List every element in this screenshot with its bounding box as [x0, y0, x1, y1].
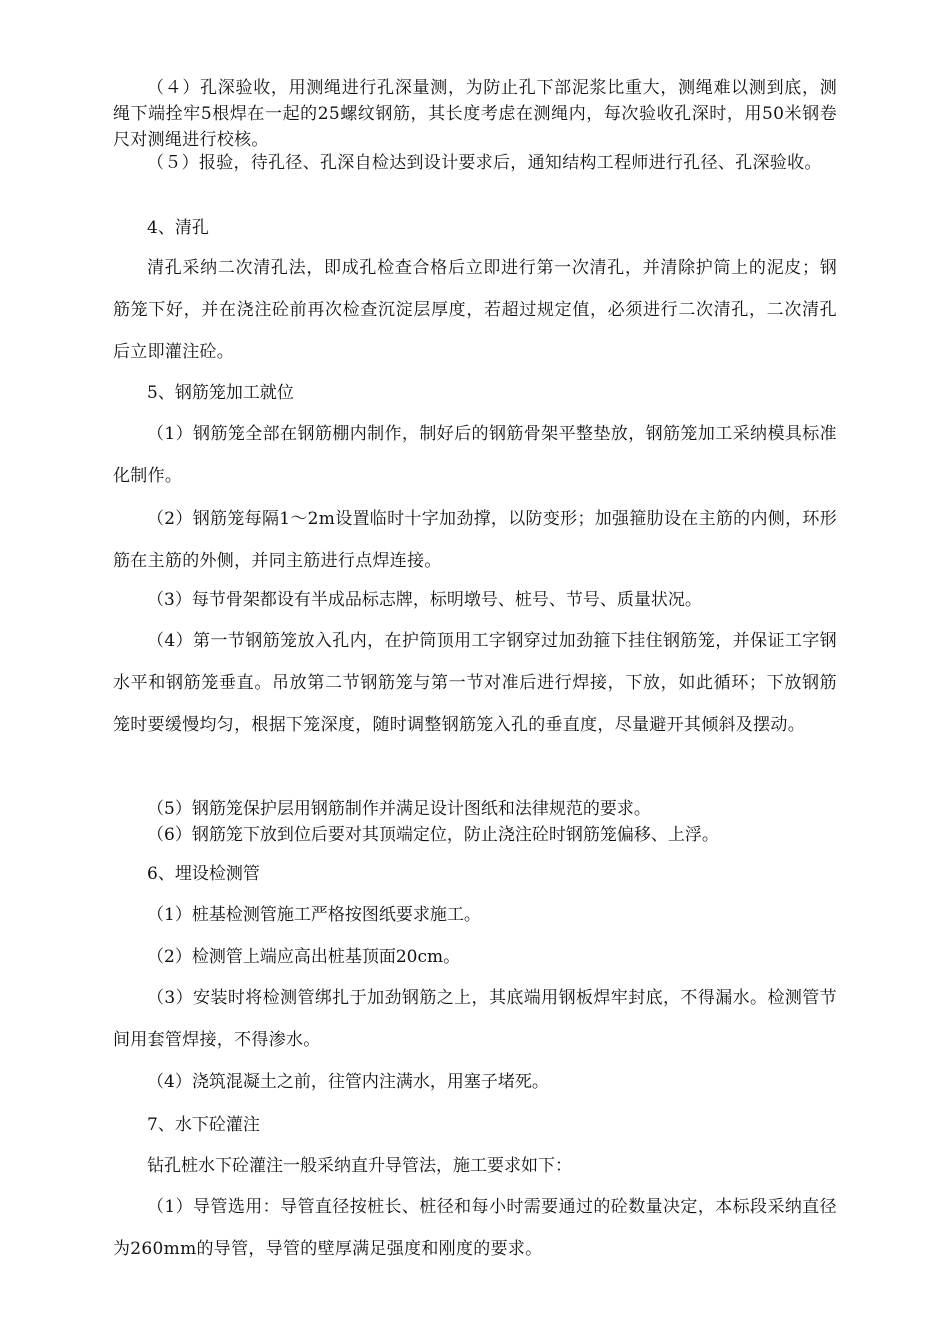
paragraph-underwater-concrete-intro: 钻孔桩水下砼灌注一般采纳直升导管法，施工要求如下：	[147, 1156, 572, 1176]
section-heading-test-pipe: 6、埋设检测管	[147, 864, 260, 884]
paragraph-rebar-cage-4: （4）第一节钢筋笼放入孔内，在护筒顶用工字钢穿过加劲箍下挂住钢筋笼，并保证工字钢水平和钢筋笼垂直。吊放第二节钢筋笼与第一节对准后进行焊接，下放，如此循环；下放钢筋笼时要缓慢均匀，根据下笼深度，随时调整钢筋笼入孔的垂直度，尽量避开其倾斜及摆动。	[113, 631, 837, 735]
paragraph-inspection-report: （５）报验，待孔径、孔深自检达到设计要求后，通知结构工程师进行孔径、孔深验收。	[147, 153, 822, 173]
paragraph-rebar-cage-5: （5）钢筋笼保护层用钢筋制作并满足设计图纸和法律规范的要求。	[147, 799, 651, 819]
paragraph-test-pipe-3: （3）安装时将检测管绑扎于加劲钢筋之上，其底端用钢板焊牢封底，不得漏水。检测管节间用套管焊接，不得渗水。	[113, 988, 837, 1050]
paragraph-test-pipe-1: （1）桩基检测管施工严格按图纸要求施工。	[147, 905, 481, 925]
paragraph-rebar-cage-3: （3）每节骨架都设有半成品标志牌，标明墩号、桩号、节号、质量状况。	[147, 590, 702, 610]
paragraph-test-pipe-4: （4）浇筑混凝土之前，往管内注满水，用塞子堵死。	[147, 1072, 549, 1092]
section-heading-underwater-concrete: 7、水下砼灌注	[147, 1115, 260, 1135]
section-heading-hole-cleaning: 4、清孔	[147, 218, 209, 238]
paragraph-pipe-selection: （1）导管选用：导管直径按桩长、桩径和每小时需要通过的砼数量决定，本标段采纳直径为260mm的导管，导管的壁厚满足强度和刚度的要求。	[113, 1197, 837, 1259]
paragraph-rebar-cage-6: （6）钢筋笼下放到位后要对其顶端定位，防止浇注砼时钢筋笼偏移、上浮。	[147, 825, 719, 845]
section-heading-rebar-cage: 5、钢筋笼加工就位	[147, 383, 294, 403]
paragraph-rebar-cage-2: （2）钢筋笼每隔1～2m设置临时十字加劲撑，以防变形；加强箍肋设在主筋的内侧，环形筋在主筋的外侧，并同主筋进行点焊连接。	[113, 509, 837, 571]
paragraph-hole-cleaning: 清孔采纳二次清孔法，即成孔检查合格后立即进行第一次清孔，并清除护筒上的泥皮；钢筋笼下好，并在浇注砼前再次检查沉淀层厚度，若超过规定值，必须进行二次清孔，二次清孔后立即灌注砼。	[113, 258, 837, 362]
paragraph-rebar-cage-1: （1）钢筋笼全部在钢筋棚内制作，制好后的钢筋骨架平整垫放，钢筋笼加工采纳模具标准化制作。	[113, 424, 837, 486]
paragraph-hole-depth-check: （４）孔深验收，用测绳进行孔深量测，为防止孔下部泥浆比重大，测绳难以测到底，测绳下端拴牢5根焊在一起的25螺纹钢筋，其长度考虑在测绳内，每次验收孔深时，用50米钢卷尺对测绳进行校核。	[113, 78, 837, 150]
paragraph-test-pipe-2: （2）检测管上端应高出桩基顶面20cm。	[147, 947, 461, 967]
